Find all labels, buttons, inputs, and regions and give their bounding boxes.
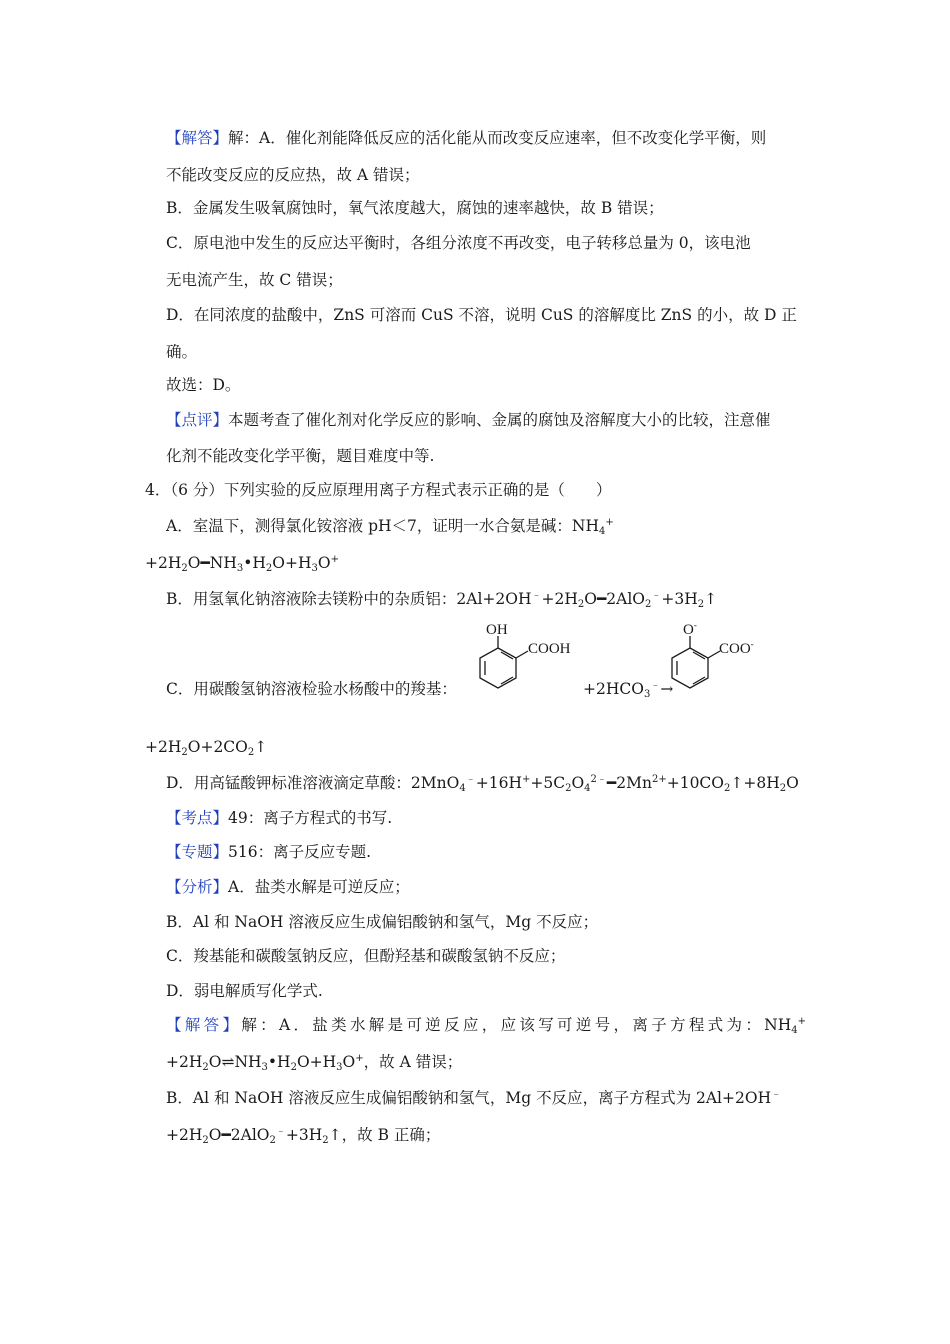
answer-line-1 — [166, 128, 766, 148]
zhuanti-line — [166, 842, 371, 862]
fenxi-line — [166, 877, 410, 897]
answer-choice: 故选：D。 — [166, 376, 241, 394]
answer-line-3: B．金属发生吸氧腐蚀时，氧气浓度越大，腐蚀的速率越快，故 B 错误； — [166, 199, 664, 217]
hco3-text: +2HCO — [583, 680, 644, 698]
option-d-text: D．用高锰酸钾标准溶液滴定草酸：2MnO — [166, 774, 460, 792]
o-minus-label: O- — [683, 620, 697, 638]
oh-label: OH — [486, 622, 508, 638]
option-b-text: B．用氢氧化钠溶液除去镁粉中的杂质铝：2Al+2OH — [166, 590, 532, 608]
comment-line-2: 化剂不能改变化学平衡，题目难度中等. — [166, 447, 435, 465]
option-c-line: C．用碳酸氢钠溶液检验水杨酸中的羧基： — [166, 680, 457, 698]
option-a-line-2: $+2H_2O━NH_3•H_2O+H_3O^+$ — [145, 554, 339, 574]
jieda-a-line-2: $+2H_2O\rightleftharpoons NH_3•H_2O+H_3O^+$，故 A 错误； — [166, 1053, 463, 1073]
jieda-b-text: B．Al 和 NaOH 溶液反应生成偏铝酸钠和氢气，Mg 不反应，离子方程式为 2Al+2OH — [166, 1089, 772, 1107]
answer-line-4: C．原电池中发生的反应达平衡时，各组分浓度不再改变，电子转移总量为 0，该电池 — [166, 234, 751, 252]
salicylic-acid-structure — [476, 618, 586, 696]
jieda-a-text: 解：A．盐类水解是可逆反应，应该写可逆号，离子方程式为：NH — [241, 1016, 792, 1034]
kaodian-text: 49：离子方程式的书写. — [228, 809, 393, 827]
jieda-b-line-1: B．Al 和 NaOH 溶液反应生成偏铝酸钠和氢气，Mg 不反应，离子方程式为 2Al+2OH﹣ — [166, 1089, 782, 1107]
option-d-line: D．用高锰酸钾标准溶液滴定草酸：$2MnO_4^﹣+16H^++5C_2O_4^{2﹣}━2Mn^{2+}+10CO_2↑+8H_2O$ — [166, 774, 799, 794]
jieda-a-tail: ，故 A 错误； — [363, 1053, 463, 1071]
jieda-b-line-2: $+2H_2O━2AlO_2^﹣+3H_2↑$，故 B 正确； — [166, 1126, 441, 1146]
fenxi-tag: 【分析】 — [166, 878, 229, 896]
answer-line-5: 无电流产生，故 C 错误； — [166, 271, 343, 289]
fenxi-b: B．Al 和 NaOH 溶液反应生成偏铝酸钠和氢气，Mg 不反应； — [166, 913, 599, 931]
jieda-a-line-1: 【解答】解：A．盐类水解是可逆反应，应该写可逆号，离子方程式为：$NH_4^+$ — [166, 1016, 806, 1036]
answer-line-6: D．在同浓度的盐酸中，ZnS 可溶而 CuS 不溶，说明 CuS 的溶解度比 ZnS 的小，故 D 正 — [166, 306, 797, 324]
kaodian-line — [166, 808, 392, 828]
zhuanti-tag: 【专题】 — [166, 843, 229, 861]
fenxi-a: A．盐类水解是可逆反应； — [228, 878, 410, 896]
comment-text-1: 本题考查了催化剂对化学反应的影响、金属的腐蚀及溶解度大小的比较，注意催 — [228, 411, 771, 429]
question-4-stem: 4．（6 分）下列实验的反应原理用离子方程式表示正确的是（ ） — [145, 481, 612, 499]
fenxi-c: C．羧基能和碳酸氢钠反应，但酚羟基和碳酸氢钠不反应； — [166, 947, 566, 965]
option-c-reagent: $+2HCO_3^﹣\to$ — [583, 680, 674, 700]
cooh-label: COOH — [528, 641, 571, 657]
option-c-line-2: $+2H_2O+2CO_2↑$ — [145, 738, 268, 758]
zhuanti-text: 516：离子反应专题. — [228, 843, 372, 861]
option-c-tail: +2H — [145, 738, 182, 756]
fenxi-d: D．弱电解质写化学式. — [166, 982, 323, 1000]
option-b-line: B．用氢氧化钠溶液除去镁粉中的杂质铝：$2Al+2OH^﹣+2H_2O━2AlO_2^﹣+3H_2↑$ — [166, 590, 718, 610]
comment-line-1 — [166, 410, 771, 430]
dianping-tag: 【点评】 — [166, 411, 229, 429]
jieda-tag: 【解答】 — [166, 129, 229, 147]
answer-text-1: 解：A．催化剂能降低反应的活化能从而改变反应速率，但不改变化学平衡，则 — [228, 129, 767, 147]
coo-minus-label: COO- — [719, 639, 754, 657]
option-a-line-1: A．室温下，测得氯化铵溶液 pH＜7，证明一水合氨是碱：$NH_4^+$ — [166, 517, 614, 537]
answer-line-7: 确。 — [166, 343, 198, 361]
kaodian-tag: 【考点】 — [166, 809, 229, 827]
option-a-text: A．室温下，测得氯化铵溶液 pH＜7，证明一水合氨是碱：NH — [166, 517, 600, 535]
jieda-tag-2: 【解答】 — [166, 1016, 242, 1034]
answer-line-2: 不能改变反应的反应热，故 A 错误； — [166, 166, 420, 184]
salicylate-structure — [664, 618, 774, 696]
jieda-b-tail: ，故 B 正确； — [341, 1126, 441, 1144]
